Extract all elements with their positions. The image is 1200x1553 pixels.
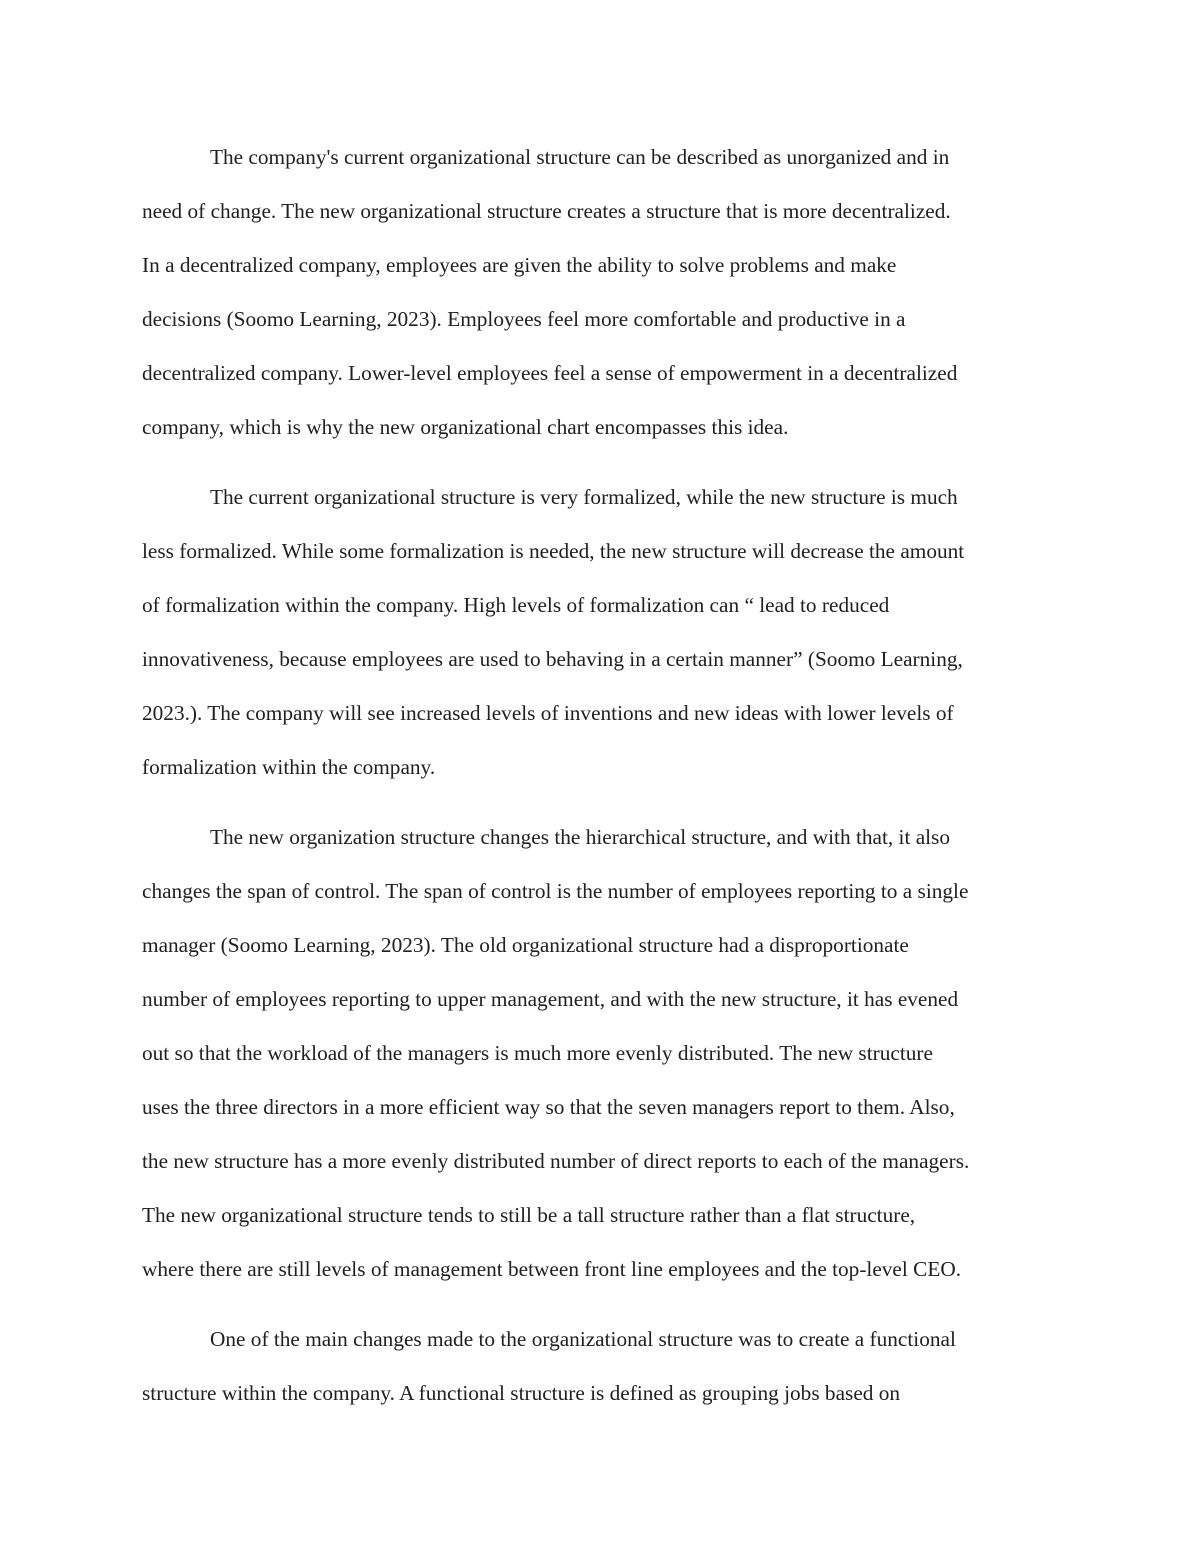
paragraph-3-line-8: The new organizational structure tends to still be a tall structure rather than a flat structure, <box>142 1203 916 1227</box>
paragraph-3-line-4: number of employees reporting to upper management, and with the new structure, it has evened <box>142 987 959 1011</box>
paragraph-2-line-3: of formalization within the company. High levels of formalization can “ lead to reduced <box>142 593 890 617</box>
paragraph-1-line-5: decentralized company. Lower-level employees feel a sense of empowerment in a decentralized <box>142 361 958 385</box>
paragraph-1-line-1: The company's current organizational structure can be described as unorganized and in <box>210 145 950 169</box>
paragraph-4-line-1: One of the main changes made to the organizational structure was to create a functional <box>210 1327 956 1351</box>
paragraph-2-line-4: innovativeness, because employees are used to behaving in a certain manner” (Soomo Learning, <box>142 647 963 671</box>
paragraph-3-line-2: changes the span of control. The span of control is the number of employees reporting to a single <box>142 879 969 903</box>
paragraph-3-line-3: manager (Soomo Learning, 2023). The old organizational structure had a disproportionate <box>142 933 909 957</box>
paragraph-3-line-9: where there are still levels of management between front line employees and the top-level CEO. <box>142 1257 962 1281</box>
paragraph-1-line-6: company, which is why the new organizational chart encompasses this idea. <box>142 415 789 439</box>
paragraph-2-line-6: formalization within the company. <box>142 755 436 779</box>
paragraph-4-line-2: structure within the company. A functional structure is defined as grouping jobs based on <box>142 1381 901 1405</box>
paragraph-1-line-3: In a decentralized company, employees are given the ability to solve problems and make <box>142 253 897 277</box>
paragraph-3-line-6: uses the three directors in a more efficient way so that the seven managers report to them. Also, <box>142 1095 955 1119</box>
paragraph-3-line-5: out so that the workload of the managers is much more evenly distributed. The new structure <box>142 1041 933 1065</box>
paragraph-2-line-5: 2023.). The company will see increased levels of inventions and new ideas with lower levels of <box>142 701 954 725</box>
paragraph-3-line-7: the new structure has a more evenly distributed number of direct reports to each of the managers. <box>142 1149 970 1173</box>
paragraph-2-line-1: The current organizational structure is very formalized, while the new structure is much <box>210 485 958 509</box>
paragraph-1-line-2: need of change. The new organizational structure creates a structure that is more decentralized. <box>142 199 951 223</box>
paragraph-3-line-1: The new organization structure changes the hierarchical structure, and with that, it also <box>210 825 950 849</box>
paragraph-1-line-4: decisions (Soomo Learning, 2023). Employees feel more comfortable and productive in a <box>142 307 906 331</box>
paragraph-2-line-2: less formalized. While some formalization is needed, the new structure will decrease the amount <box>142 539 965 563</box>
